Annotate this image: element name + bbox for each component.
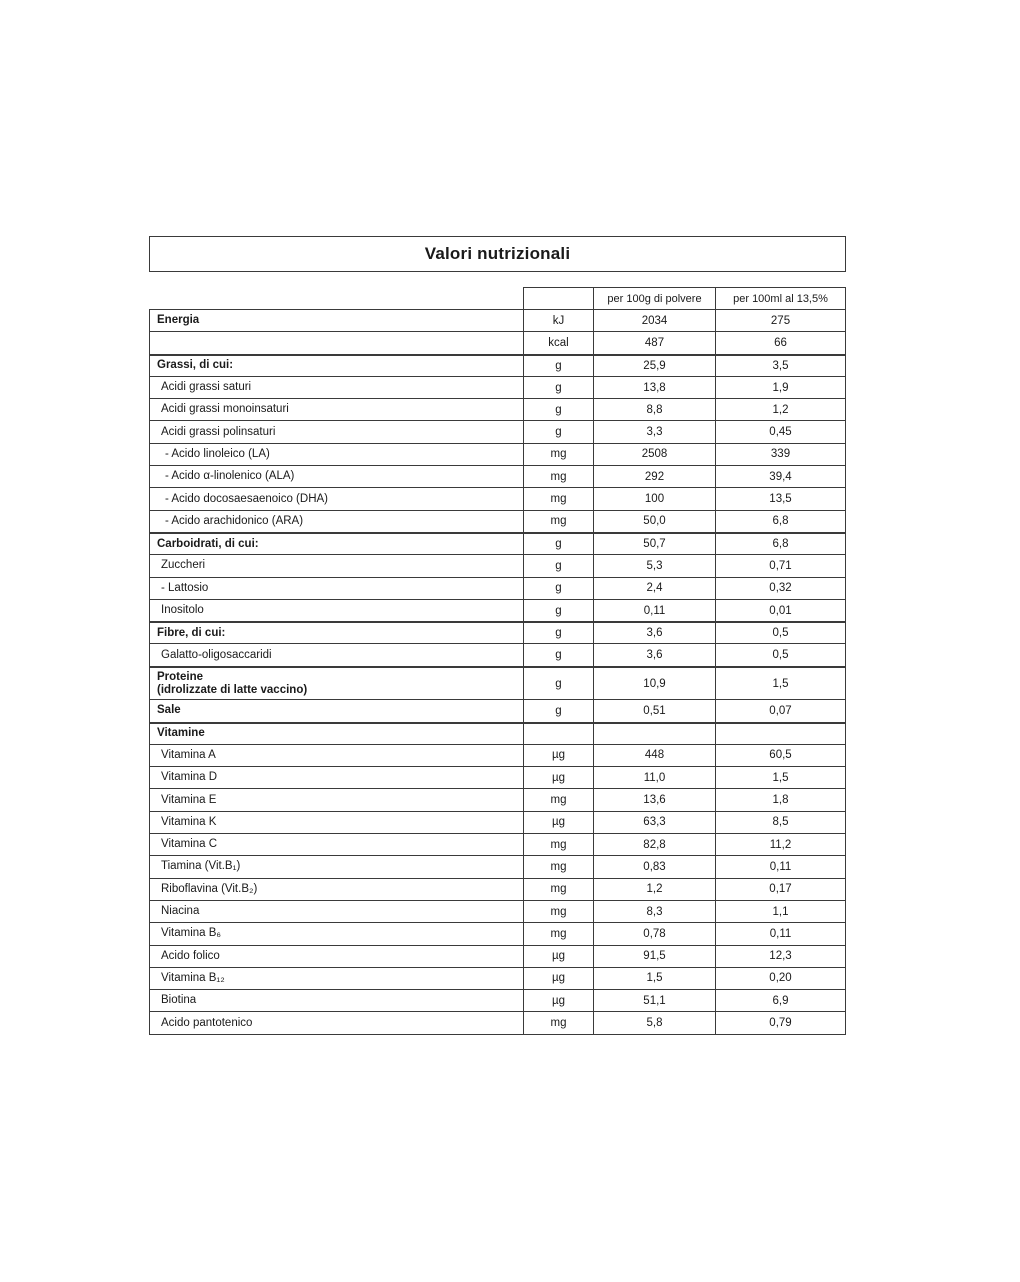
row-per100g-cell: 3,6: [593, 644, 715, 665]
row-label-secondary: (idrolizzate di latte vaccino): [157, 683, 308, 696]
row-unit-cell: g: [523, 534, 593, 554]
row-per100ml-cell: 275: [715, 310, 846, 331]
row-unit-cell: g: [523, 356, 593, 376]
row-label-cell: [149, 644, 523, 665]
row-unit-cell: mg: [523, 834, 593, 855]
row-per100g-cell: 0,78: [593, 923, 715, 944]
table-row: [149, 599, 846, 621]
row-unit-cell: mg: [523, 789, 593, 810]
table-title-box: [149, 236, 846, 272]
row-unit-cell: µg: [523, 767, 593, 788]
table-row: [149, 577, 846, 599]
table-row: [149, 666, 846, 700]
table-header-row: [149, 287, 846, 309]
nutrition-table: [149, 287, 846, 1035]
row-per100ml-cell: 0,11: [715, 923, 846, 944]
row-unit-cell: mg: [523, 879, 593, 900]
table-row: [149, 487, 846, 509]
table-row: [149, 945, 846, 967]
row-label: Vitamina K: [161, 815, 217, 828]
row-unit-cell: [523, 724, 593, 744]
row-per100ml-cell: 60,5: [715, 745, 846, 766]
table-row: [149, 331, 846, 353]
table-row: [149, 309, 846, 331]
table-row: [149, 855, 846, 877]
row-label: Carboidrati, di cui:: [157, 537, 259, 550]
row-label-cell: [149, 444, 523, 465]
row-label: Acidi grassi monoinsaturi: [161, 403, 289, 416]
row-unit-cell: g: [523, 700, 593, 721]
row-label: Acidi grassi saturi: [161, 381, 252, 394]
table-row: [149, 766, 846, 788]
table-row: [149, 900, 846, 922]
row-per100g-cell: 448: [593, 745, 715, 766]
row-per100ml-cell: 1,8: [715, 789, 846, 810]
row-per100g-cell: 100: [593, 488, 715, 509]
row-label: Acido pantotenico: [161, 1016, 253, 1029]
row-unit-cell: µg: [523, 946, 593, 967]
row-label: Proteine: [157, 670, 204, 683]
nutrition-sheet: [149, 236, 846, 1035]
row-per100ml-cell: 0,01: [715, 600, 846, 621]
table-row: [149, 554, 846, 576]
row-per100g-cell: 292: [593, 466, 715, 487]
row-per100g-cell: 25,9: [593, 356, 715, 376]
row-label: Vitamina D: [161, 771, 218, 784]
row-label: Acidi grassi polinsaturi: [161, 425, 276, 438]
row-unit-cell: mg: [523, 901, 593, 922]
row-label-cell: [149, 724, 523, 744]
row-per100g-cell: 82,8: [593, 834, 715, 855]
row-label: Fibre, di cui:: [157, 626, 226, 639]
row-per100ml-cell: 6,8: [715, 534, 846, 554]
row-per100ml-cell: 8,5: [715, 812, 846, 833]
row-per100g-cell: 10,9: [593, 668, 715, 700]
row-label: Riboflavina (Vit.B₂): [161, 882, 258, 895]
row-label-cell: [149, 466, 523, 487]
table-title: Valori nutrizionali: [424, 244, 571, 263]
row-label: - Lattosio: [161, 581, 209, 594]
row-per100ml-cell: 0,45: [715, 421, 846, 442]
row-label-cell: [149, 923, 523, 944]
row-label-cell: [149, 555, 523, 576]
row-per100ml-cell: 1,1: [715, 901, 846, 922]
row-per100g-cell: 13,8: [593, 377, 715, 398]
table-row: [149, 811, 846, 833]
row-per100ml-cell: 339: [715, 444, 846, 465]
row-label: Energia: [157, 314, 200, 327]
row-unit-cell: g: [523, 644, 593, 665]
row-label: Inositolo: [161, 604, 204, 616]
table-row: [149, 699, 846, 721]
row-per100g-cell: 8,3: [593, 901, 715, 922]
row-per100g-cell: 8,8: [593, 399, 715, 420]
table-row: [149, 722, 846, 744]
row-unit-cell: mg: [523, 466, 593, 487]
row-per100g-cell: 487: [593, 332, 715, 353]
table-row: [149, 398, 846, 420]
row-per100ml-cell: 0,32: [715, 578, 846, 599]
table-row: [149, 376, 846, 398]
row-per100g-cell: 50,7: [593, 534, 715, 554]
row-unit-cell: mg: [523, 923, 593, 944]
header-unit-cell: [523, 287, 593, 309]
row-per100ml-cell: 6,9: [715, 990, 846, 1011]
row-per100g-cell: 2508: [593, 444, 715, 465]
row-per100g-cell: 1,5: [593, 968, 715, 989]
row-unit-cell: g: [523, 555, 593, 576]
row-label-cell: [149, 600, 523, 621]
row-label-cell: [149, 968, 523, 989]
row-per100g-cell: 5,8: [593, 1012, 715, 1033]
row-label: - Acido linoleico (LA): [165, 447, 270, 460]
row-label-cell: [149, 310, 523, 331]
row-label-cell: [149, 488, 523, 509]
table-row: [149, 922, 846, 944]
row-label-cell: [149, 700, 523, 721]
row-label: Vitamine: [157, 727, 205, 740]
row-per100ml-cell: 0,79: [715, 1012, 846, 1033]
row-unit-cell: g: [523, 600, 593, 621]
row-unit-cell: g: [523, 377, 593, 398]
table-body: [149, 309, 846, 1034]
row-unit-cell: kJ: [523, 310, 593, 331]
row-per100ml-cell: 0,07: [715, 700, 846, 721]
row-per100g-cell: 3,6: [593, 623, 715, 643]
row-label: Galatto-oligosaccaridi: [161, 648, 272, 661]
row-per100g-cell: 2,4: [593, 578, 715, 599]
row-label-cell: [149, 578, 523, 599]
table-row: [149, 354, 846, 376]
header-per100ml-cell: per 100ml al 13,5%: [715, 287, 846, 309]
row-unit-cell: g: [523, 668, 593, 700]
row-label: Vitamina B₆: [161, 927, 222, 940]
row-unit-cell: mg: [523, 1012, 593, 1033]
row-unit-cell: µg: [523, 812, 593, 833]
row-per100ml-cell: 66: [715, 332, 846, 353]
row-per100g-cell: 1,2: [593, 879, 715, 900]
row-label-cell: [149, 1012, 523, 1033]
row-label-cell: [149, 812, 523, 833]
table-row: [149, 788, 846, 810]
row-per100g-cell: 2034: [593, 310, 715, 331]
row-per100ml-cell: 0,5: [715, 644, 846, 665]
table-row: [149, 532, 846, 554]
row-label-cell: [149, 789, 523, 810]
row-label-cell: [149, 332, 523, 353]
table-row: [149, 643, 846, 665]
row-label-cell: [149, 623, 523, 643]
row-label-cell: [149, 901, 523, 922]
table-row: [149, 989, 846, 1011]
row-label: Vitamina C: [161, 838, 218, 851]
row-per100ml-cell: 11,2: [715, 834, 846, 855]
row-label: Vitamina E: [161, 793, 217, 806]
row-label: Vitamina B₁₂: [161, 971, 225, 984]
row-label-cell: [149, 767, 523, 788]
row-label: Zuccheri: [161, 559, 206, 572]
row-unit-cell: g: [523, 421, 593, 442]
row-label-cell: [149, 399, 523, 420]
row-label-cell: [149, 534, 523, 554]
row-per100ml-cell: 0,71: [715, 555, 846, 576]
table-row: [149, 465, 846, 487]
table-row: [149, 510, 846, 532]
row-unit-cell: kcal: [523, 332, 593, 353]
table-row: [149, 420, 846, 442]
row-label-cell: [149, 990, 523, 1011]
row-per100g-cell: 5,3: [593, 555, 715, 576]
row-label: - Acido docosaesaenoico (DHA): [165, 492, 328, 505]
row-per100g-cell: [593, 724, 715, 744]
row-per100ml-cell: [715, 724, 846, 744]
row-label-cell: [149, 668, 523, 700]
row-label: Acido folico: [161, 949, 220, 962]
row-per100g-cell: 0,51: [593, 700, 715, 721]
row-label-cell: [149, 856, 523, 877]
row-unit-cell: mg: [523, 444, 593, 465]
row-label: - Acido arachidonico (ARA): [165, 514, 304, 527]
row-per100ml-cell: 0,11: [715, 856, 846, 877]
row-unit-cell: mg: [523, 488, 593, 509]
row-label: - Acido α-linolenico (ALA): [165, 470, 295, 483]
row-per100g-cell: 63,3: [593, 812, 715, 833]
row-unit-cell: g: [523, 399, 593, 420]
row-label-cell: [149, 511, 523, 532]
table-row: [149, 744, 846, 766]
row-unit-cell: µg: [523, 990, 593, 1011]
row-per100g-cell: 13,6: [593, 789, 715, 810]
table-row: [149, 443, 846, 465]
header-per100g-cell: per 100g di polvere: [593, 287, 715, 309]
row-label: Niacina: [161, 905, 200, 918]
row-unit-cell: g: [523, 578, 593, 599]
row-per100ml-cell: 3,5: [715, 356, 846, 376]
row-label: Biotina: [161, 994, 197, 1007]
row-per100ml-cell: 1,2: [715, 399, 846, 420]
table-row: [149, 878, 846, 900]
row-unit-cell: µg: [523, 745, 593, 766]
row-per100g-cell: 3,3: [593, 421, 715, 442]
row-label: Tiamina (Vit.B₁): [161, 860, 241, 873]
row-per100g-cell: 51,1: [593, 990, 715, 1011]
row-per100ml-cell: 1,5: [715, 668, 846, 700]
row-unit-cell: mg: [523, 511, 593, 532]
row-unit-cell: mg: [523, 856, 593, 877]
row-per100g-cell: 0,11: [593, 600, 715, 621]
row-per100g-cell: 11,0: [593, 767, 715, 788]
row-label: Vitamina A: [161, 748, 216, 761]
row-label-cell: [149, 356, 523, 376]
row-unit-cell: µg: [523, 968, 593, 989]
row-per100ml-cell: 13,5: [715, 488, 846, 509]
table-row: [149, 833, 846, 855]
row-label-cell: [149, 421, 523, 442]
row-per100g-cell: 50,0: [593, 511, 715, 532]
row-per100ml-cell: 6,8: [715, 511, 846, 532]
table-row: [149, 1011, 846, 1033]
row-per100g-cell: 0,83: [593, 856, 715, 877]
row-per100ml-cell: 12,3: [715, 946, 846, 967]
row-per100ml-cell: 1,5: [715, 767, 846, 788]
row-label-cell: [149, 946, 523, 967]
row-unit-cell: g: [523, 623, 593, 643]
row-per100g-cell: 91,5: [593, 946, 715, 967]
row-label-cell: [149, 377, 523, 398]
row-per100ml-cell: 39,4: [715, 466, 846, 487]
row-label-cell: [149, 745, 523, 766]
table-row: [149, 967, 846, 989]
header-spacer-cell: [149, 287, 523, 309]
row-label-cell: [149, 879, 523, 900]
table-row: [149, 621, 846, 643]
row-label: Sale: [157, 704, 181, 717]
row-per100ml-cell: 0,17: [715, 879, 846, 900]
row-label-cell: [149, 834, 523, 855]
row-per100ml-cell: 0,5: [715, 623, 846, 643]
row-per100ml-cell: 0,20: [715, 968, 846, 989]
row-label: Grassi, di cui:: [157, 359, 234, 372]
row-per100ml-cell: 1,9: [715, 377, 846, 398]
